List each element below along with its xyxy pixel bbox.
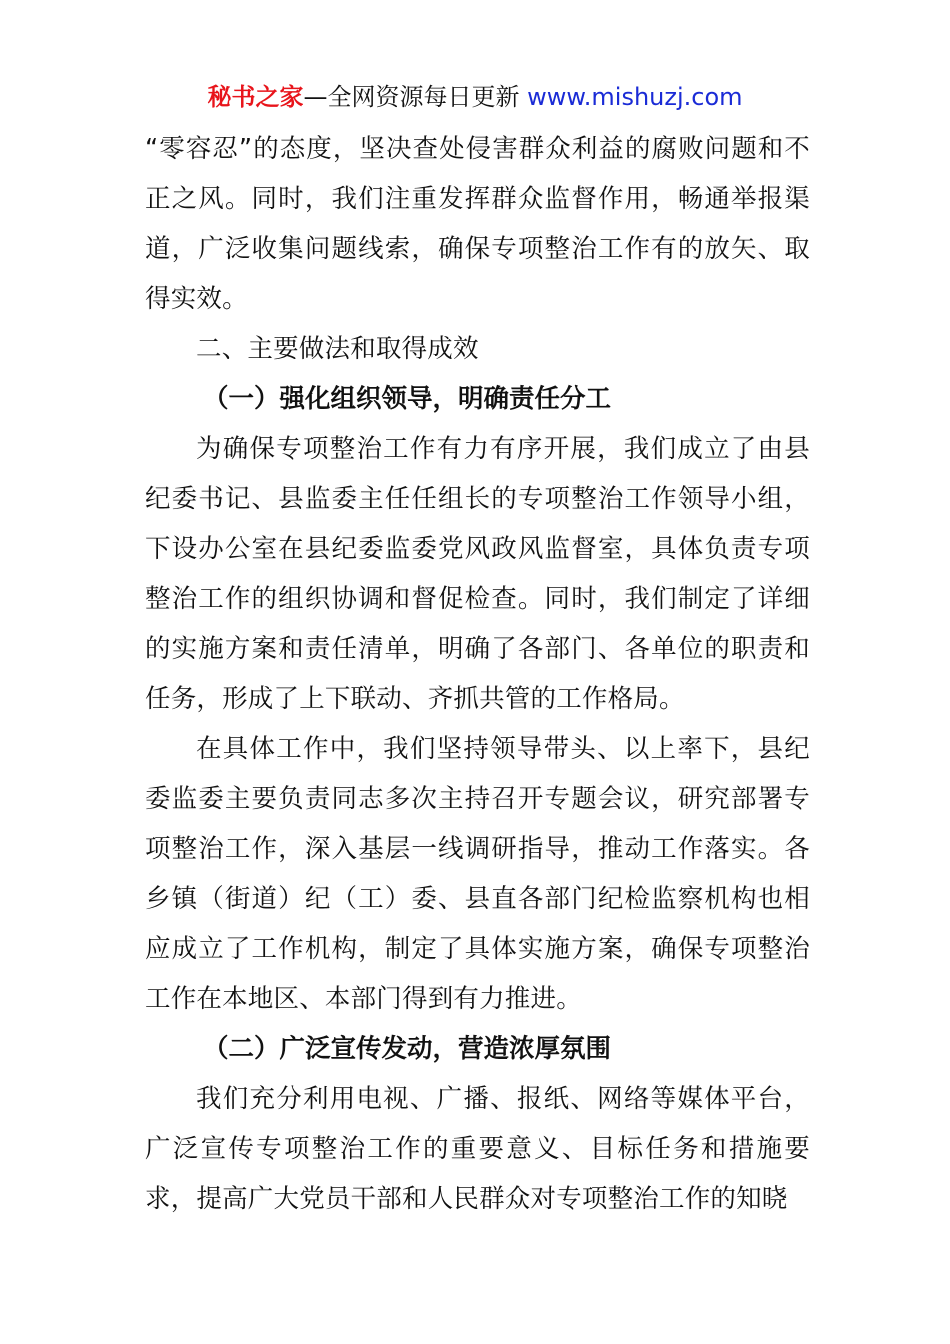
site-url: www.mishuzj.com [527, 83, 743, 111]
paragraph: 在具体工作中，我们坚持领导带头、以上率下，县纪委监委主要负责同志多次主持召开专题会议，研究部署专项整治工作，深入基层一线调研指导，推动工作落实。各乡镇（街道）纪（工）委、县直各部门纪检监察机构也相应成立了工作机构，制定了具体实施方案，确保专项整治工作在本地区、本部门得到有力推进。 [145, 734, 810, 1014]
paragraph: 为确保专项整治工作有力有序开展，我们成立了由县纪委书记、县监委主任任组长的专项整治工作领导小组，下设办公室在县纪委监委党风政风监督室，具体负责专项整治工作的组织协调和督促检查。同时，我们制定了详细的实施方案和责任清单，明确了各部门、各单位的职责和任务，形成了上下联动、齐抓共管的工作格局。 [145, 434, 810, 714]
subsection-heading-2: （二）广泛宣传发动，营造浓厚氛围 [203, 1034, 612, 1064]
brand-name: 秘书之家 [207, 83, 304, 111]
subsection-heading-1: （一）强化组织领导，明确责任分工 [203, 384, 612, 414]
header-tagline: —全网资源每日更新 [303, 83, 528, 111]
paragraph-continued: “零容忍”的态度，坚决查处侵害群众利益的腐败问题和不正之风。同时，我们注重发挥群众监督作用，畅通举报渠道，广泛收集问题线索，确保专项整治工作有的放矢、取得实效。 [145, 134, 810, 314]
document-body [145, 124, 810, 1224]
page-header [0, 80, 950, 114]
section-heading: 二、主要做法和取得成效 [196, 334, 479, 364]
paragraph: 我们充分利用电视、广播、报纸、网络等媒体平台，广泛宣传专项整治工作的重要意义、目标任务和措施要求，提高广大党员干部和人民群众对专项整治工作的知晓 [145, 1084, 810, 1214]
